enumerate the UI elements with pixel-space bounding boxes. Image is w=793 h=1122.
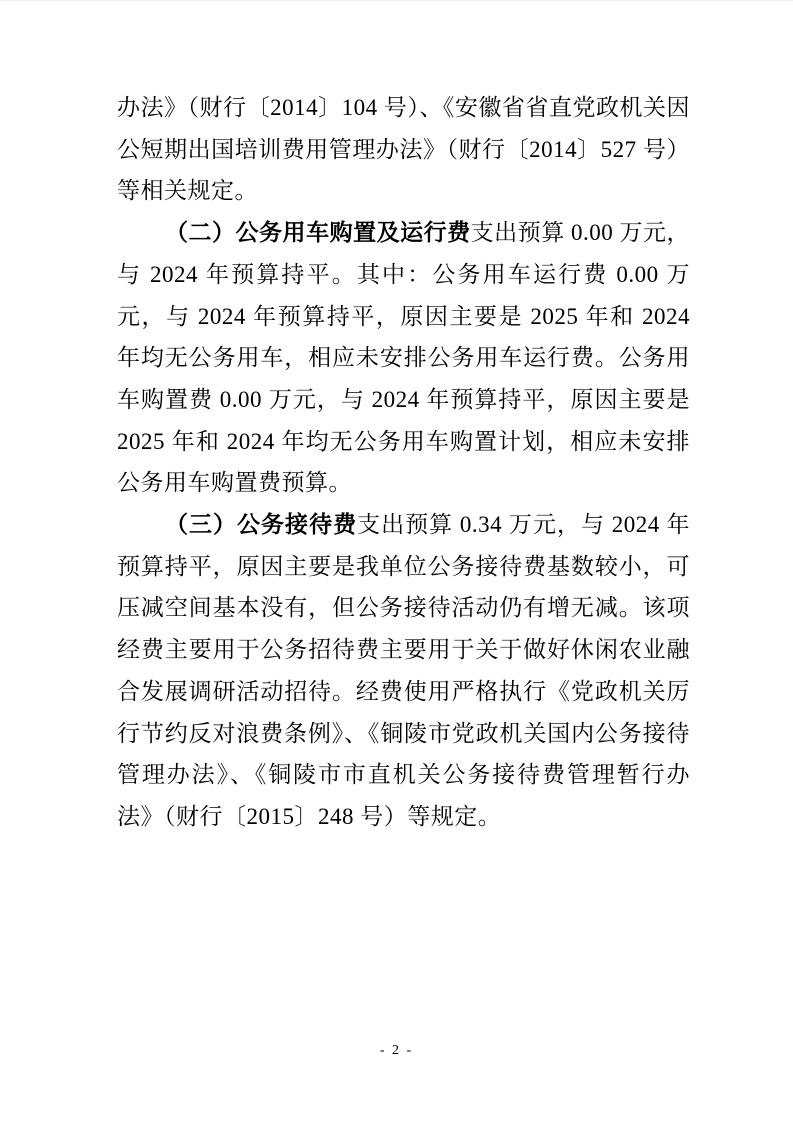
paragraph bbox=[117, 87, 690, 212]
paragraph-lead-bold-run: （三）公务接待费 bbox=[165, 512, 358, 538]
page-number: - 2 - bbox=[379, 1043, 414, 1058]
document-body bbox=[117, 87, 690, 838]
paragraph-text-run: 支出预算 0.34 万元，与 2024 年预算持平，原因主要是我单位公务接待费基数较小，可压减空间基本没有，但公务接待活动仍有增无减。该项经费主要用于公务招待费主要用于关于做好休闲农业融合发展调研活动招待。经费使用严格执行《党政机关厉行节约反对浪费条例》、《铜陵市党政机关国内公务接待管理办法》、《铜陵市市直机关公务接待费管理暂行办法》（财行〔2015〕248 号）等规定。 bbox=[117, 512, 691, 829]
page-footer bbox=[0, 1041, 793, 1059]
paragraph-lead-bold-run: （二）公务用车购置及运行费 bbox=[165, 220, 471, 246]
paragraph-text-run: 支出预算 0.00 万元，与 2024 年预算持平。其中：公务用车运行费 0.00 万元，与 2024 年预算持平，原因主要是 2025 年和 2024 年均无公务用车，相应未安排公务用车运行费。公务用车购置费 0.00 万元，与 2024 年预算持平，原因主要是 2025 年和 2024 年均无公务用车购置计划，相应未安排公务用车购置费预算。 bbox=[117, 220, 691, 496]
paragraph-text-run: 办法》（财行〔2014〕104 号）、《安徽省省直党政机关因公短期出国培训费用管理办法》（财行〔2014〕527 号）等相关规定。 bbox=[117, 95, 690, 204]
paragraph bbox=[117, 504, 690, 838]
paragraph bbox=[117, 212, 690, 504]
